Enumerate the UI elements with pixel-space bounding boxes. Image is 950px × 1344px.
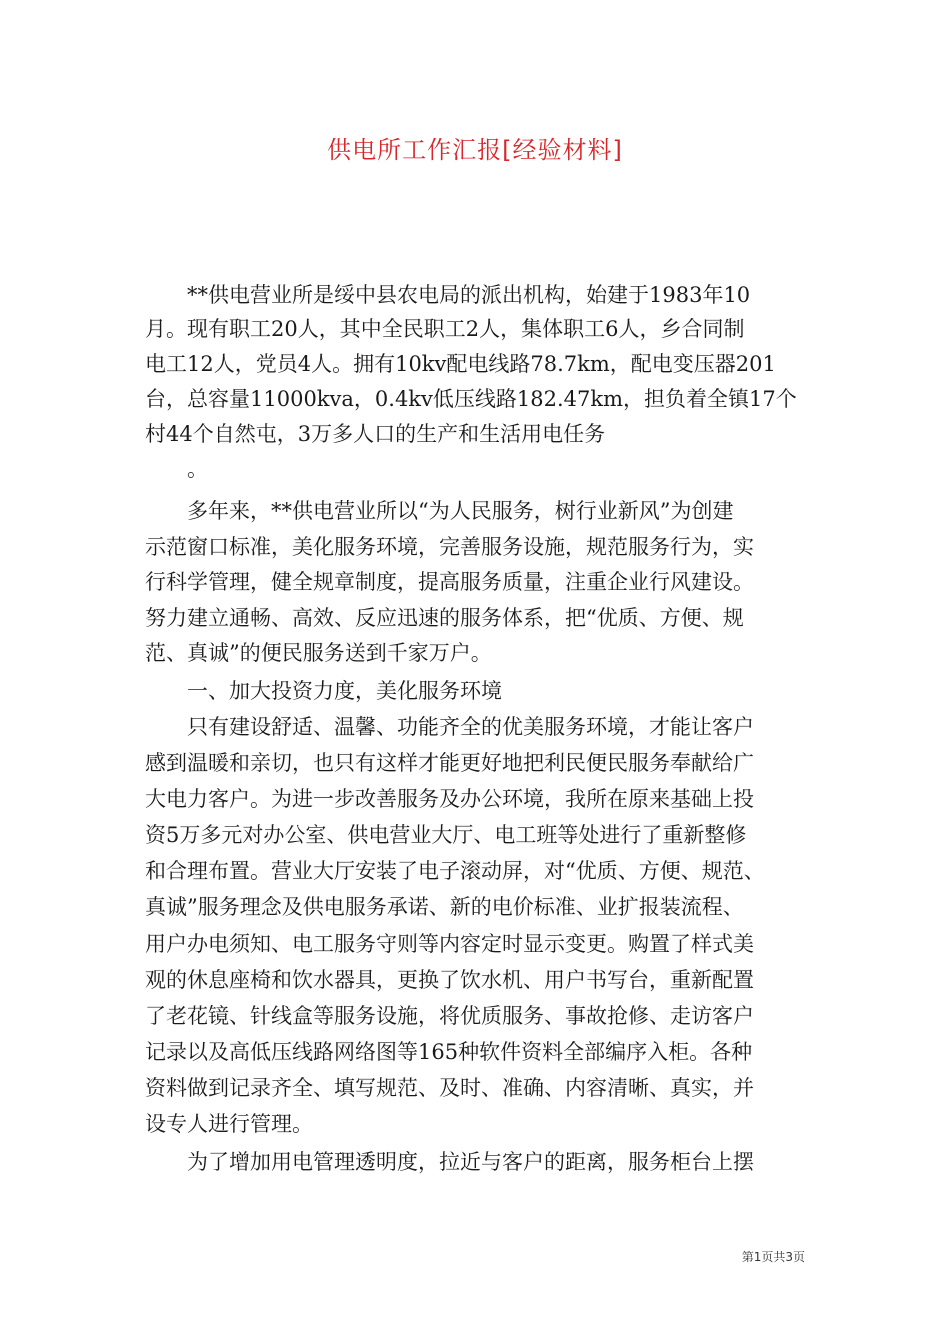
body-line: 资5万多元对办公室、供电营业大厅、电工班等处进行了重新整修 <box>145 823 747 847</box>
body-line: 资料做到记录齐全、填写规范、及时、准确、内容清晰、真实，并 <box>145 1076 754 1100</box>
body-line: 范、真诚”的便民服务送到千家万户。 <box>145 641 492 665</box>
body-line: 村44个自然屯，3万多人口的生产和生活用电任务 <box>145 422 606 446</box>
section-heading: 一、加大投资力度，美化服务环境 <box>145 679 502 703</box>
body-line: 为了增加用电管理透明度，拉近与客户的距离，服务柜台上摆 <box>145 1150 754 1174</box>
body-line: 记录以及高低压线路网络图等165种软件资料全部编序入柜。各种 <box>145 1040 753 1064</box>
body-line: 感到温暖和亲切，也只有这样才能更好地把利民便民服务奉献给广 <box>145 751 754 775</box>
document-title: 供电所工作汇报[经验材料] <box>327 136 623 164</box>
body-line: 设专人进行管理。 <box>145 1112 313 1136</box>
body-line: **供电营业所是绥中县农电局的派出机构，始建于1983年10 <box>145 283 751 307</box>
body-line: 努力建立通畅、高效、反应迅速的服务体系，把“优质、方便、规 <box>145 606 744 630</box>
body-line: 月。现有职工20人，其中全民职工2人，集体职工6人，乡合同制 <box>145 317 745 341</box>
body-line: 和合理布置。营业大厅安装了电子滚动屏，对“优质、方便、规范、 <box>145 859 765 883</box>
body-line: 观的休息座椅和饮水器具，更换了饮水机、用户书写台，重新配置 <box>145 968 754 992</box>
body-line: 示范窗口标准，美化服务环境，完善服务设施，规范服务行为，实 <box>145 535 754 559</box>
body-line: 行科学管理，健全规章制度，提高服务质量，注重企业行风建设。 <box>145 570 754 594</box>
page-number: 第1页共3页 <box>741 1250 805 1264</box>
body-line: 只有建设舒适、温馨、功能齐全的优美服务环境，才能让客户 <box>145 715 754 739</box>
body-line: 真诚”服务理念及供电服务承诺、新的电价标准、业扩报装流程、 <box>145 895 744 919</box>
body-line: 了老花镜、针线盒等服务设施，将优质服务、事故抢修、走访客户 <box>145 1004 754 1028</box>
body-line: 多年来，**供电营业所以“为人民服务，树行业新风”为创建 <box>145 499 734 523</box>
body-line: 电工12人，党员4人。拥有10kv配电线路78.7km，配电变压器201 <box>145 352 776 376</box>
body-line: 用户办电须知、电工服务守则等内容定时显示变更。购置了样式美 <box>145 932 754 956</box>
body-line: 。 <box>145 457 208 481</box>
body-line: 大电力客户。为进一步改善服务及办公环境，我所在原来基础上投 <box>145 787 754 811</box>
body-line: 台，总容量11000kva，0.4kv低压线路182.47km，担负着全镇17个 <box>145 387 797 411</box>
